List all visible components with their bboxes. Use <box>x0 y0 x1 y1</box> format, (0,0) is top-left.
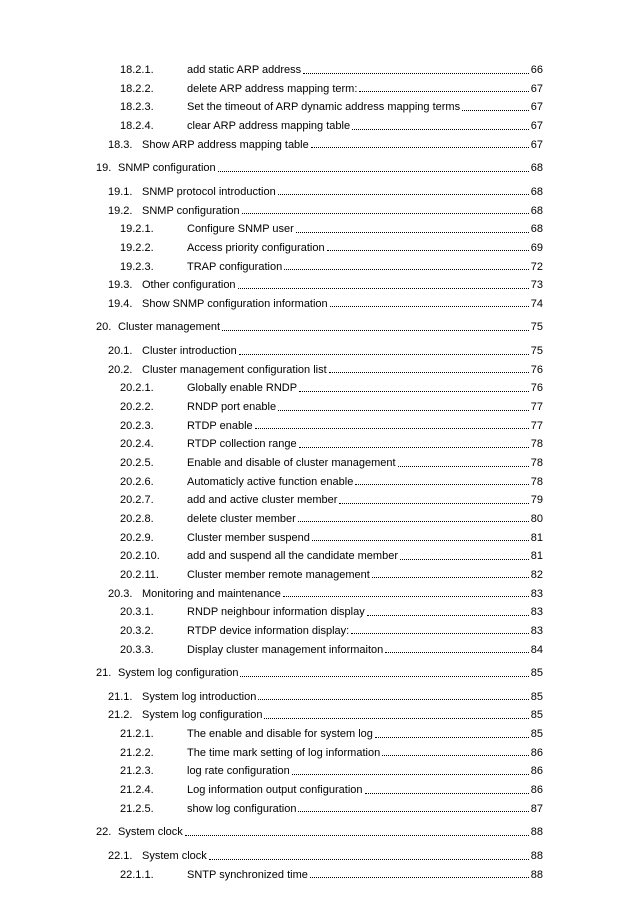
toc-entry-page: 77 <box>530 419 543 432</box>
toc-entry[interactable] <box>120 398 543 416</box>
toc-entry-page: 88 <box>530 826 543 839</box>
toc-entry[interactable] <box>120 491 543 509</box>
toc-entry-title: Automaticly active function enable <box>187 475 354 488</box>
dot-leader <box>385 652 528 653</box>
dot-leader <box>298 521 529 522</box>
toc-entry[interactable] <box>120 603 543 621</box>
toc-entry-title: Cluster management <box>118 321 221 334</box>
toc-entry-page: 81 <box>530 531 543 544</box>
toc-entry-page: 85 <box>530 667 543 680</box>
toc-entry-title: delete cluster member <box>187 512 296 525</box>
toc-entry-number: 21. <box>96 667 112 680</box>
dot-leader <box>398 466 529 467</box>
toc-entry-title: clear ARP address mapping table <box>187 120 351 132</box>
dot-leader <box>303 73 529 74</box>
dot-leader <box>310 877 529 878</box>
dot-leader <box>365 793 529 794</box>
dot-leader <box>255 428 529 429</box>
toc-entry-page: 68 <box>530 162 543 175</box>
toc-entry-page: 74 <box>530 297 543 310</box>
toc-entry-page: 78 <box>530 457 543 469</box>
toc-entry[interactable] <box>120 258 543 276</box>
toc-entry[interactable] <box>120 473 543 491</box>
toc-entry-title: Cluster member remote management <box>187 568 370 581</box>
toc-entry-number: 20.2. <box>108 363 133 376</box>
toc-entry-number: 20.2.3. <box>120 419 154 432</box>
toc-entry-title: System clock <box>118 826 183 839</box>
toc-entry-number: 18.2.4. <box>120 120 154 132</box>
toc-entry-page: 67 <box>530 82 543 95</box>
toc-entry-page: 88 <box>530 868 543 881</box>
dot-leader <box>367 615 529 616</box>
toc-entry-page: 67 <box>530 101 543 114</box>
toc-entry-number: 18.2.2. <box>120 82 154 95</box>
toc-entry[interactable] <box>96 823 543 841</box>
toc-entry-page: 76 <box>530 363 543 376</box>
dot-leader <box>339 503 528 504</box>
toc-entry-page: 85 <box>530 728 543 741</box>
dot-leader <box>264 718 528 719</box>
toc-entry-number: 18.2.1. <box>120 64 154 76</box>
dot-leader <box>329 372 529 373</box>
dot-leader <box>375 737 529 738</box>
toc-entry-title: RNDP port enable <box>187 401 277 413</box>
toc-entry-page: 67 <box>530 120 543 132</box>
toc-entry[interactable] <box>120 725 543 743</box>
toc-entry-title: Display cluster management informaiton <box>187 643 384 656</box>
toc-entry-title: Cluster member suspend <box>187 531 310 544</box>
toc-entry-page: 87 <box>530 802 543 815</box>
toc-entry-page: 75 <box>530 345 543 358</box>
toc-entry[interactable] <box>120 510 543 528</box>
toc-entry[interactable] <box>120 641 543 659</box>
toc-entry-title: SNTP synchronized time <box>187 868 308 881</box>
toc-entry-page: 72 <box>530 260 543 273</box>
toc-entry-title: System log introduction <box>142 690 257 703</box>
dot-leader <box>462 110 529 111</box>
toc-entry-title: add and suspend all the candidate member <box>187 550 398 563</box>
toc-entry-page: 68 <box>530 223 543 236</box>
toc-entry-number: 19.2. <box>108 204 133 217</box>
toc-entry-page: 83 <box>530 624 543 637</box>
toc-entry-number: 21.2. <box>108 709 133 722</box>
toc-entry-page: 68 <box>530 204 543 217</box>
toc-entry[interactable] <box>120 80 543 98</box>
toc-entry-number: 19. <box>96 162 112 175</box>
toc-entry-number: 20.3. <box>108 587 133 600</box>
toc-entry-number: 20.2.7. <box>120 494 154 507</box>
toc-entry-number: 20.2.4. <box>120 438 154 451</box>
dot-leader <box>185 835 529 836</box>
dot-leader <box>240 676 528 677</box>
toc-entry-title: add static ARP address <box>187 64 302 76</box>
dot-leader <box>292 774 529 775</box>
toc-entry-number: 22. <box>96 826 112 839</box>
toc-entry-number: 21.2.1. <box>120 728 154 741</box>
toc-entry-page: 80 <box>530 512 543 525</box>
dot-leader <box>278 410 529 411</box>
toc-entry-number: 20. <box>96 321 112 334</box>
toc-entry-page: 85 <box>530 709 543 722</box>
toc-entry[interactable] <box>120 744 543 762</box>
toc-entry-page: 85 <box>530 690 543 703</box>
toc-entry-title: RTDP enable <box>187 419 253 432</box>
toc-entry[interactable] <box>120 435 543 453</box>
toc-entry-page: 73 <box>530 279 543 292</box>
toc-entry-page: 82 <box>530 568 543 581</box>
toc-entry-title: SNMP configuration <box>118 162 216 175</box>
toc-entry[interactable] <box>96 318 543 336</box>
toc-entry-number: 19.3. <box>108 279 133 292</box>
toc-entry-title: Show ARP address mapping table <box>142 138 309 151</box>
toc-entry-number: 18.2.3. <box>120 101 154 114</box>
toc-entry-page: 78 <box>530 475 543 488</box>
dot-leader <box>283 596 529 597</box>
toc-entry-page: 83 <box>530 606 543 619</box>
toc-entry[interactable] <box>120 800 543 818</box>
toc-entry-title: RTDP device information display: <box>187 624 350 637</box>
dot-leader <box>296 232 529 233</box>
dot-leader <box>298 811 528 812</box>
toc-entry-title: Set the timeout of ARP dynamic address mapping terms <box>187 101 461 114</box>
dot-leader <box>258 699 528 700</box>
dot-leader <box>299 447 529 448</box>
toc-entry[interactable] <box>108 342 543 360</box>
toc-entry-title: Monitoring and maintenance <box>142 587 281 600</box>
toc-entry-page: 75 <box>530 321 543 334</box>
toc-entry-page: 81 <box>530 550 543 563</box>
dot-leader <box>238 288 529 289</box>
toc-entry-title: Other configuration <box>142 279 236 292</box>
toc-entry-title: Configure SNMP user <box>187 223 294 236</box>
toc-entry[interactable] <box>120 762 543 780</box>
toc-entry[interactable] <box>108 361 543 379</box>
toc-entry[interactable] <box>108 295 543 313</box>
dot-leader <box>222 330 529 331</box>
toc-entry[interactable] <box>108 183 543 201</box>
toc-entry-title: System log configuration <box>118 667 239 680</box>
toc-entry[interactable] <box>120 622 543 640</box>
dot-leader <box>311 147 529 148</box>
dot-leader <box>284 269 529 270</box>
toc-entry-page: 76 <box>530 382 543 395</box>
dot-leader <box>359 91 528 92</box>
toc-entry-number: 22.1. <box>108 850 133 862</box>
toc-entry-page: 67 <box>530 138 543 151</box>
toc-entry[interactable] <box>96 159 543 177</box>
toc-entry-title: Enable and disable of cluster management <box>187 457 396 469</box>
dot-leader <box>355 484 528 485</box>
toc-entry-number: 19.2.1. <box>120 223 154 236</box>
toc-entry-title: Access priority configuration <box>187 241 325 254</box>
toc-entry[interactable] <box>120 454 543 472</box>
toc-entry[interactable] <box>120 529 543 547</box>
dot-leader <box>239 354 529 355</box>
toc-entry-page: 86 <box>530 784 543 796</box>
toc-entry-title: SNMP configuration <box>142 204 240 217</box>
toc-entry-number: 19.1. <box>108 185 133 198</box>
toc-entry[interactable] <box>120 239 543 257</box>
toc-entry[interactable] <box>108 136 543 154</box>
toc-entry-number: 20.2.5. <box>120 457 154 469</box>
toc-entry[interactable] <box>120 781 543 799</box>
toc-entry-page: 79 <box>530 494 543 507</box>
toc-entry-page: 77 <box>530 401 543 413</box>
toc-entry-number: 18.3. <box>108 138 133 151</box>
dot-leader <box>209 859 529 860</box>
toc-entry[interactable] <box>120 866 543 884</box>
toc-entry[interactable] <box>108 847 543 865</box>
toc-entry-page: 86 <box>530 746 543 759</box>
toc-entry-title: The time mark setting of log information <box>187 746 381 759</box>
toc-entry[interactable] <box>120 61 543 79</box>
toc-entry-number: 21.2.5. <box>120 802 154 815</box>
toc-entry[interactable] <box>120 417 543 435</box>
toc-entry-title: The enable and disable for system log <box>187 728 373 741</box>
toc-entry-title: Globally enable RNDP <box>187 382 298 395</box>
toc-entry-page: 66 <box>530 64 543 76</box>
toc-entry-title: add and active cluster member <box>187 494 338 507</box>
toc-entry-page: 68 <box>530 185 543 198</box>
toc-entry-number: 20.2.6. <box>120 475 154 488</box>
toc-entry-number: 22.1.1. <box>120 868 154 881</box>
dot-leader <box>327 250 529 251</box>
toc-entry-number: 20.2.9. <box>120 531 154 544</box>
toc-entry-number: 20.2.8. <box>120 512 154 525</box>
toc-entry-number: 20.3.1. <box>120 606 154 619</box>
dot-leader <box>382 755 529 756</box>
toc-entry-number: 21.2.4. <box>120 784 154 796</box>
toc-entry-page: 86 <box>530 765 543 778</box>
toc-entry-number: 20.1. <box>108 345 133 358</box>
toc-entry[interactable] <box>120 566 543 584</box>
toc-entry-title: show log configuration <box>187 802 297 815</box>
toc-entry[interactable] <box>108 706 543 724</box>
dot-leader <box>352 129 529 130</box>
toc-entry-number: 19.2.2. <box>120 241 154 254</box>
dot-leader <box>278 194 529 195</box>
toc-entry[interactable] <box>96 664 543 682</box>
toc-entry-number: 20.3.2. <box>120 624 154 637</box>
toc-entry-title: RNDP neighbour information display <box>187 606 365 619</box>
toc-entry-number: 20.3.3. <box>120 643 154 656</box>
toc-entry[interactable] <box>120 547 543 565</box>
toc-entry-title: Show SNMP configuration information <box>142 297 328 310</box>
toc-entry-title: System clock <box>142 850 207 862</box>
toc-entry-title: TRAP configuration <box>187 260 283 273</box>
dot-leader <box>372 577 529 578</box>
toc-entry-title: delete ARP address mapping term: <box>187 82 358 95</box>
toc-entry-number: 21.2.2. <box>120 746 154 759</box>
dot-leader <box>242 213 529 214</box>
toc-entry-page: 83 <box>530 587 543 600</box>
toc-entry-number: 20.2.2. <box>120 401 154 413</box>
dot-leader <box>312 540 529 541</box>
toc-entry-title: Cluster introduction <box>142 345 237 358</box>
toc-entry-title: Log information output configuration <box>187 784 363 796</box>
toc-entry-title: RTDP collection range <box>187 438 297 451</box>
toc-entry-page: 84 <box>530 643 543 656</box>
toc-entry[interactable] <box>120 98 543 116</box>
toc-entry-number: 19.2.3. <box>120 260 154 273</box>
toc-entry-page: 69 <box>530 241 543 254</box>
toc-entry[interactable] <box>120 220 543 238</box>
dot-leader <box>218 171 529 172</box>
toc-entry[interactable] <box>120 117 543 135</box>
dot-leader <box>299 391 529 392</box>
toc-entry-number: 20.2.11. <box>120 568 159 581</box>
toc-entry-number: 21.2.3. <box>120 765 154 778</box>
toc-entry-number: 20.2.1. <box>120 382 154 395</box>
toc-entry-title: Cluster management configuration list <box>142 363 327 376</box>
toc-entry-number: 21.1. <box>108 690 133 703</box>
dot-leader <box>330 306 529 307</box>
dot-leader <box>400 559 529 560</box>
dot-leader <box>351 633 529 634</box>
toc-entry[interactable] <box>120 379 543 397</box>
toc-entry[interactable] <box>108 202 543 220</box>
toc-entry-number: 20.2.10. <box>120 550 160 563</box>
toc-entry-page: 88 <box>530 850 543 862</box>
toc-entry[interactable] <box>108 688 543 706</box>
toc-entry-title: System log configuration <box>142 709 263 722</box>
toc-entry-number: 19.4. <box>108 297 133 310</box>
toc-entry-title: SNMP protocol introduction <box>142 185 276 198</box>
toc-entry[interactable] <box>108 276 543 294</box>
toc-entry-title: log rate configuration <box>187 765 290 778</box>
toc-entry-page: 78 <box>530 438 543 451</box>
toc-entry[interactable] <box>108 585 543 603</box>
